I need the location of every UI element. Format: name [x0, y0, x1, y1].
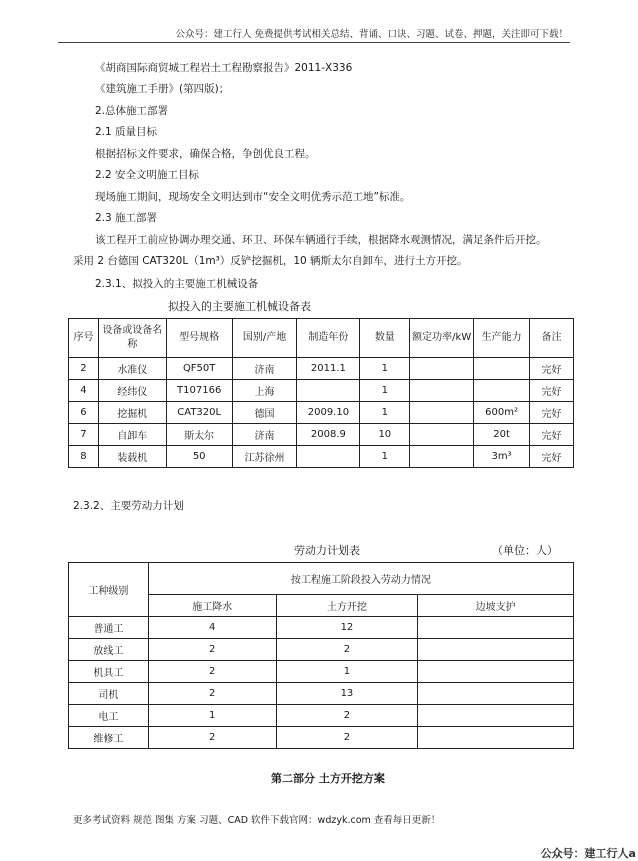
cell: 自卸车 — [98, 424, 166, 446]
cell — [474, 358, 530, 380]
cell: 水准仪 — [98, 358, 166, 380]
header-cell: 数量 — [360, 319, 410, 358]
section-heading-2-3-2: 2.3.2、主要劳动力计划 — [73, 500, 184, 512]
cell: 普通工 — [69, 617, 149, 639]
cell: 司机 — [69, 683, 149, 705]
cell: 1 — [276, 661, 418, 683]
cell: 2009.10 — [297, 402, 360, 424]
header-cell: 国别/产地 — [232, 319, 297, 358]
table-row — [69, 424, 574, 446]
table-row — [69, 661, 574, 683]
cell: 1 — [360, 380, 410, 402]
cell: 2 — [148, 683, 276, 705]
safety-target-text: 现场施工期间，现场安全文明达到市“安全文明优秀示范工地”标准。 — [95, 191, 411, 203]
cell — [297, 446, 360, 468]
labor-table-unit: （单位：人） — [492, 544, 558, 557]
header-cell: 设备或设备名称 — [98, 319, 166, 358]
cell: 完好 — [530, 358, 574, 380]
cell: 济南 — [232, 358, 297, 380]
table-row — [69, 683, 574, 705]
cell: 1 — [148, 705, 276, 727]
cell — [418, 639, 574, 661]
cell — [418, 705, 574, 727]
header-rule — [58, 42, 570, 43]
reference-line-1: 《胡商国际商贸城工程岩土工程勘察报告》2011-X336 — [95, 62, 353, 74]
cell: 斯太尔 — [166, 424, 232, 446]
quality-target-text: 根据招标文件要求，确保合格，争创优良工程。 — [95, 148, 316, 160]
cell: 放线工 — [69, 639, 149, 661]
cell: 维修工 — [69, 727, 149, 749]
cell: 10 — [360, 424, 410, 446]
cell: 4 — [69, 380, 99, 402]
cell: 2 — [148, 727, 276, 749]
cell — [410, 424, 474, 446]
header-cell: 生产能力 — [474, 319, 530, 358]
cell — [297, 380, 360, 402]
cell: T107166 — [166, 380, 232, 402]
row-header-cell: 工种级别 — [69, 563, 149, 617]
cell: 1 — [360, 402, 410, 424]
cell: 7 — [69, 424, 99, 446]
cell — [418, 617, 574, 639]
cell — [418, 661, 574, 683]
cell: 上海 — [232, 380, 297, 402]
deployment-text-2: 采用 2 台德国 CAT320L（1m³）反铲挖掘机，10 辆斯太尔自卸车，进行土方开挖。 — [73, 255, 468, 267]
cell: 13 — [276, 683, 418, 705]
header-cell: 备注 — [530, 319, 574, 358]
cell: 完好 — [530, 402, 574, 424]
cell — [418, 727, 574, 749]
cell: 江苏徐州 — [232, 446, 297, 468]
table-row — [69, 380, 574, 402]
cell: 2 — [148, 661, 276, 683]
cell: 挖掘机 — [98, 402, 166, 424]
cell: 20t — [474, 424, 530, 446]
footer-note: 更多考试资料 规范 图集 方案 习题、CAD 软件下载官网：wdzyk.com 查看每日更新！ — [73, 815, 441, 826]
part-two-title: 第二部分 土方开挖方案 — [271, 772, 385, 785]
labor-table — [68, 562, 574, 749]
table-row — [69, 617, 574, 639]
cell: 4 — [148, 617, 276, 639]
section-heading-2-3-1: 2.3.1、拟投入的主要施工机械设备 — [95, 278, 259, 290]
reference-line-2: 《建筑施工手册》(第四版)； — [95, 83, 230, 95]
labor-header-row-1 — [69, 563, 574, 595]
cell: 装载机 — [98, 446, 166, 468]
table-row — [69, 639, 574, 661]
cell: 3m³ — [474, 446, 530, 468]
cell: 2 — [148, 639, 276, 661]
header-cell: 额定功率/kW — [410, 319, 474, 358]
deployment-text-1: 该工程开工前应协调办理交通、环卫、环保车辆通行手续，根据降水观测情况，满足条件后开挖。 — [95, 234, 547, 246]
cell — [410, 402, 474, 424]
header-cell: 序号 — [69, 319, 99, 358]
section-heading-2-1: 2.1 质量目标 — [95, 126, 158, 138]
cell: 2 — [276, 705, 418, 727]
table-row — [69, 358, 574, 380]
cell: 6 — [69, 402, 99, 424]
header-cell: 型号规格 — [166, 319, 232, 358]
cell — [410, 446, 474, 468]
stage-header-cell: 边坡支护 — [418, 595, 574, 617]
equipment-table-caption: 拟投入的主要施工机械设备表 — [168, 300, 311, 313]
equipment-table — [68, 318, 574, 468]
cell: 600m² — [474, 402, 530, 424]
equipment-header-row — [69, 319, 574, 358]
cell: 2011.1 — [297, 358, 360, 380]
cell: 德国 — [232, 402, 297, 424]
cell: 1 — [360, 358, 410, 380]
cell: 济南 — [232, 424, 297, 446]
column-group-cell: 按工程施工阶段投入劳动力情况 — [148, 563, 573, 595]
cell: 2008.9 — [297, 424, 360, 446]
cell: CAT320L — [166, 402, 232, 424]
cell: 完好 — [530, 424, 574, 446]
cell: 完好 — [530, 380, 574, 402]
header-notice: 公众号：建工行人 免费提供考试相关总结、背诵、口诀、习题、试卷、押题，关注即可下载！ — [175, 29, 568, 40]
cell — [410, 380, 474, 402]
table-row — [69, 705, 574, 727]
cell: 经纬仪 — [98, 380, 166, 402]
cell: 完好 — [530, 446, 574, 468]
stage-header-cell: 土方开挖 — [276, 595, 418, 617]
stage-header-cell: 施工降水 — [148, 595, 276, 617]
section-heading-2-2: 2.2 安全文明施工目标 — [95, 169, 200, 181]
cell: QF50T — [166, 358, 232, 380]
section-heading-2: 2.总体施工部署 — [95, 105, 169, 117]
cell — [418, 683, 574, 705]
cell: 1 — [360, 446, 410, 468]
cell: 50 — [166, 446, 232, 468]
watermark: 公众号：建工行人a — [540, 847, 636, 860]
cell: 机具工 — [69, 661, 149, 683]
cell: 2 — [276, 727, 418, 749]
cell — [410, 358, 474, 380]
cell: 12 — [276, 617, 418, 639]
cell — [474, 380, 530, 402]
cell: 电工 — [69, 705, 149, 727]
table-row — [69, 402, 574, 424]
cell: 8 — [69, 446, 99, 468]
table-row — [69, 446, 574, 468]
section-heading-2-3: 2.3 施工部署 — [95, 212, 158, 224]
table-row — [69, 727, 574, 749]
cell: 2 — [276, 639, 418, 661]
cell: 2 — [69, 358, 99, 380]
labor-table-caption: 劳动力计划表 — [294, 544, 360, 557]
header-cell: 制造年份 — [297, 319, 360, 358]
